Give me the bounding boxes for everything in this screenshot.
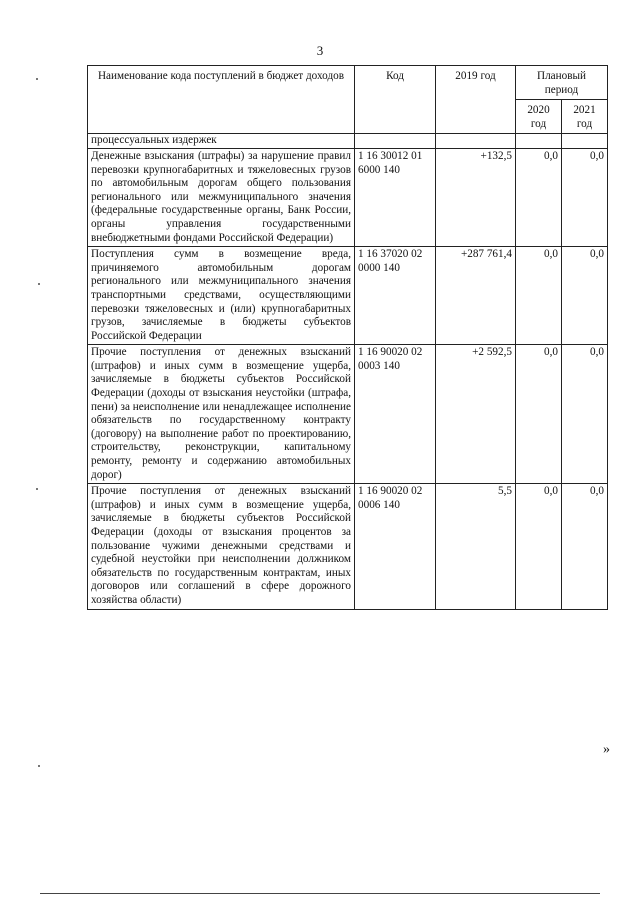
- table-row: [88, 247, 608, 345]
- continuation-text: процессуальных издержек: [88, 134, 355, 149]
- row-code: 1 16 90020 02 0003 140: [355, 345, 436, 484]
- scan-speck: [36, 78, 38, 80]
- row-name: Поступления сумм в возмещение вреда, причиняемого автомобильным дорогам регионального или межмуниципального значения транспортными средствами, осуществляющими перевозки тяжеловесных и (или) крупногабаритных грузов, зачисляемые в бюджеты субъектов Российской Федерации: [88, 247, 355, 345]
- header-2019: 2019 год: [436, 66, 516, 134]
- row-2019: 5,5: [436, 484, 516, 609]
- row-2021: 0,0: [562, 484, 608, 609]
- scan-edge-line: [40, 893, 600, 894]
- row-2020: 0,0: [516, 247, 562, 345]
- empty-cell: [436, 134, 516, 149]
- header-2021: 2021 год: [562, 100, 608, 134]
- scan-speck: [36, 488, 38, 490]
- row-name: Прочие поступления от денежных взысканий (штрафов) и иных сумм в возмещение ущерба, зачисляемые в бюджеты субъектов Российской Федерации (доходы от взыскания процентов за пользование чужими денежными средствами и судебной неустойки при неисполнении должником обязательств по государственным контрактам, иных договоров или соглашений в сфере дорожного хозяйства области): [88, 484, 355, 609]
- table-row-continuation: [88, 134, 608, 149]
- scan-speck: [38, 765, 40, 767]
- header-2020: 2020 год: [516, 100, 562, 134]
- row-2021: 0,0: [562, 148, 608, 246]
- table-header-row: [88, 66, 608, 100]
- table-row: [88, 345, 608, 484]
- row-2021: 0,0: [562, 247, 608, 345]
- row-2019: +287 761,4: [436, 247, 516, 345]
- row-code: 1 16 90020 02 0006 140: [355, 484, 436, 609]
- row-2020: 0,0: [516, 345, 562, 484]
- empty-cell: [516, 134, 562, 149]
- row-name: Прочие поступления от денежных взысканий (штрафов) и иных сумм в возмещение ущерба, зачисляемые в бюджеты субъектов Российской Федерации (доходы от взыскания неустойки (штрафа, пени) за неисполнение или ненадлежащее исполнение обязательств по государственному контракту (договору) на выполнение работ по проектированию, строительству, реконструкции, капитальному ремонту, ремонту и содержанию автомобильных дорог): [88, 345, 355, 484]
- table-row: [88, 484, 608, 609]
- row-2020: 0,0: [516, 148, 562, 246]
- scan-speck: [38, 283, 40, 285]
- row-name: Денежные взыскания (штрафы) за нарушение правил перевозки крупногабаритных и тяжеловесных грузов по автомобильным дорогам общего пользования регионального или межмуниципального значения (федеральные государственные органы, Банк России, органы управления государственными внебюджетными фондами Российской Федерации): [88, 148, 355, 246]
- header-planned-period: Плановый период: [516, 66, 608, 100]
- header-name: Наименование кода поступлений в бюджет доходов: [88, 66, 355, 134]
- row-2019: +132,5: [436, 148, 516, 246]
- revenue-table: [87, 65, 608, 610]
- row-2020: 0,0: [516, 484, 562, 609]
- row-code: 1 16 37020 02 0000 140: [355, 247, 436, 345]
- table-row: [88, 148, 608, 246]
- row-2021: 0,0: [562, 345, 608, 484]
- header-code: Код: [355, 66, 436, 134]
- empty-cell: [355, 134, 436, 149]
- empty-cell: [562, 134, 608, 149]
- row-code: 1 16 30012 01 6000 140: [355, 148, 436, 246]
- row-2019: +2 592,5: [436, 345, 516, 484]
- page-number: 3: [316, 43, 324, 58]
- continuation-mark: »: [603, 742, 610, 757]
